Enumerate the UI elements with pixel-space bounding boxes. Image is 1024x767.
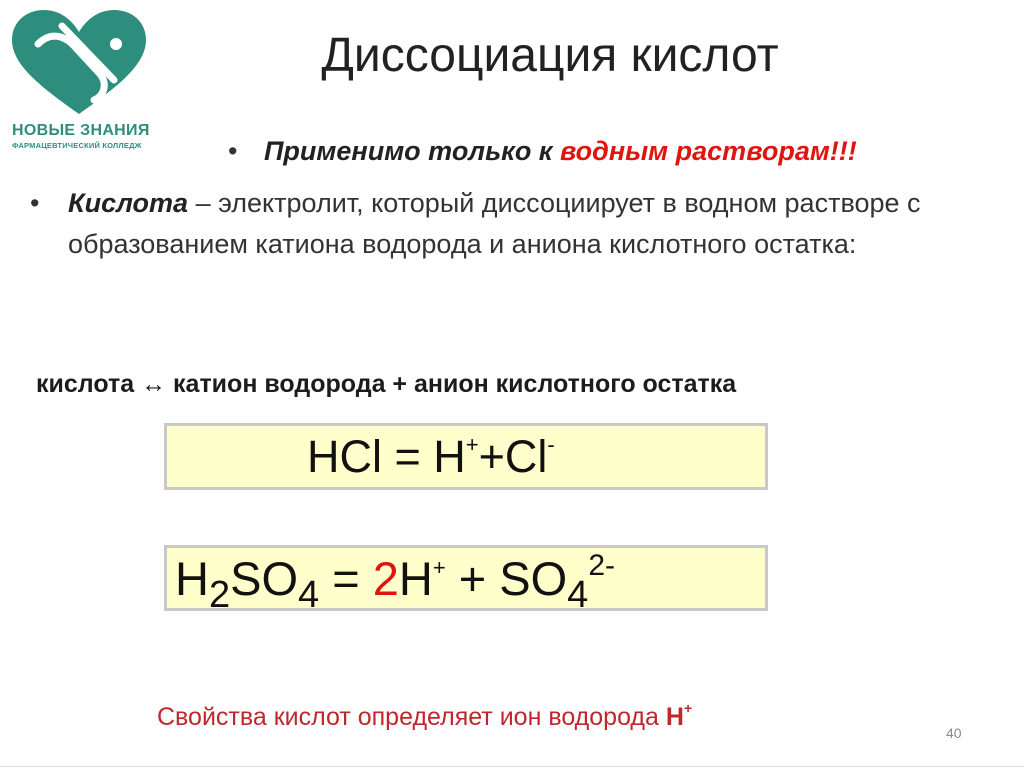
acid-term: Кислота <box>68 188 189 218</box>
page-number: 40 <box>946 725 962 741</box>
eq2-h-ion: H <box>398 552 433 605</box>
note-ion-charge: + <box>683 700 693 716</box>
bullet-dot: • <box>228 136 238 166</box>
note-ion: Н <box>665 703 684 731</box>
eq2-so4: + SO <box>445 552 568 605</box>
acid-definition-body: – электролит, который диссоциирует в водном растворе с образованием катиона водорода и аниона кислотного остатка: <box>68 188 921 259</box>
bullet-aqueous-highlight: водным растворам!!! <box>560 136 857 166</box>
equation-h2so4-box <box>164 545 768 616</box>
eq2-h-index: 2 <box>208 574 231 616</box>
eq2-h: H <box>175 552 209 605</box>
eq2-coefficient: 2 <box>372 552 399 605</box>
eq2-equals: = <box>319 552 373 605</box>
logo-brand-text: НОВЫЕ ЗНАНИЯ <box>12 122 150 139</box>
bullet-aqueous-text <box>264 136 857 166</box>
acid-property-note <box>157 700 692 734</box>
eq1-h-charge: + <box>465 432 479 457</box>
dissociation-scheme: кислота ↔ катион водорода + анион кислотного остатка <box>36 370 737 398</box>
bullet-dot: • <box>30 188 40 218</box>
college-logo <box>4 4 156 154</box>
acid-definition-text <box>68 183 990 265</box>
logo-subtitle-text: ФАРМАЦЕВТИЧЕСКИЙ КОЛЛЕДЖ <box>12 141 142 150</box>
eq1-cl: +Cl <box>478 431 548 482</box>
slide-title: Диссоциация кислот <box>321 29 779 82</box>
bullet-aqueous-note <box>228 131 1018 172</box>
eq2-so4-index: 4 <box>567 574 589 616</box>
equation-h2so4 <box>175 549 615 616</box>
note-text: Свойства кислот определяет ион водорода <box>157 703 666 731</box>
equation-hcl <box>307 428 555 486</box>
eq1-cl-charge: - <box>547 432 555 457</box>
eq1-lhs: HCl = H <box>307 431 466 482</box>
eq2-h-charge: + <box>432 555 446 580</box>
logo-heart-icon <box>4 4 154 122</box>
bullet-acid-definition <box>30 183 990 265</box>
eq2-so: SO <box>230 552 299 605</box>
eq2-so4-charge: 2- <box>588 549 615 582</box>
eq2-so-index: 4 <box>298 574 320 616</box>
equation-hcl-box <box>164 423 768 490</box>
bullet-aqueous-plain: Применимо только к <box>264 136 560 166</box>
